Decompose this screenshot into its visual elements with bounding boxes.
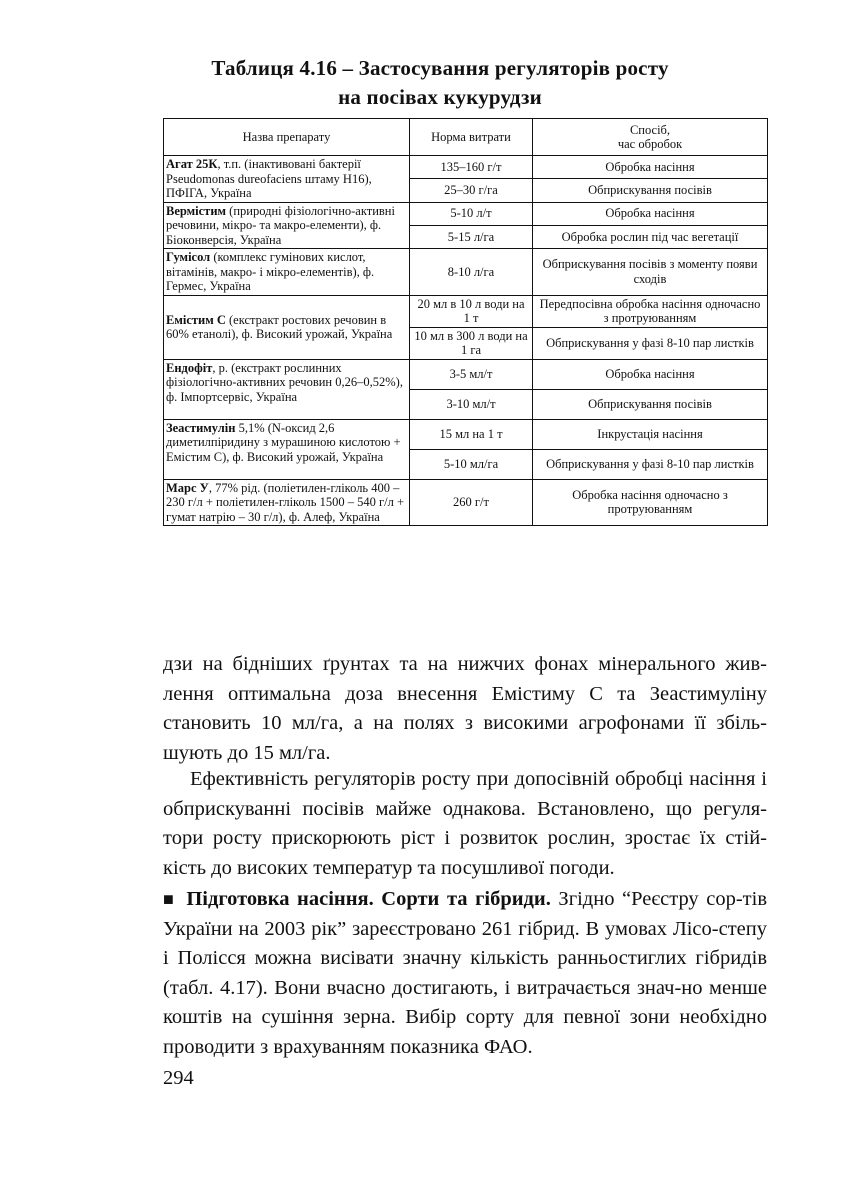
method-cell: Обробка насіння <box>533 202 768 225</box>
product-name: Агат 25К <box>166 157 218 171</box>
product-name-cell <box>164 419 410 479</box>
rate-cell: 25–30 г/га <box>410 179 533 202</box>
square-bullet-icon: ■ <box>163 889 177 909</box>
section-heading: Підготовка насіння. Сорти та гібриди. <box>186 888 551 910</box>
product-description: , р. (екстракт рослинних фізіологічно-активних речовин 0,26–0,52%), ф. Імпортсервіс, Україна <box>166 360 403 404</box>
product-description: , 77% рід. (поліетилен-гліколь 400 – 230 г/л + поліетилен-гліколь 1500 – 540 г/л + гумат натрію – 30 г/л), ф. Алеф, Україна <box>166 480 405 524</box>
header-method-line2: час обробок <box>617 137 683 151</box>
product-name: Гумісол <box>166 250 211 264</box>
rate-cell: 3-5 мл/т <box>410 359 533 389</box>
product-name-cell <box>164 202 410 249</box>
product-name-cell <box>164 156 410 203</box>
rate-cell: 10 мл в 300 л води на 1 га <box>410 327 533 359</box>
rate-cell: 135–160 г/т <box>410 156 533 179</box>
paragraph-text: дзи на бідніших ґрунтах та на нижчих фонах мінерального жив-лення оптимальна доза внесення Емістиму С та Зеастимуліну становить 10 мл/га, а на полях з високими агрофонами її збіль-шують до 15 мл/га. <box>163 653 767 764</box>
page-number: 294 <box>163 1067 194 1089</box>
table-title-line2: на посівах кукурудзи <box>338 85 542 109</box>
header-method <box>533 119 768 156</box>
table-row <box>164 419 768 449</box>
paragraph-continuation <box>163 650 767 768</box>
method-cell: Обробка насіння <box>533 156 768 179</box>
paragraph-text: Ефективність регуляторів росту при допосівній обробці насіння і обприскуванні посівів майже однакова. Встановлено, що регуля-тори росту прискорюють ріст і розвиток рослин, зростає їх стій-кість до високих температур та посушливої погоди. <box>163 768 767 879</box>
method-cell: Обробка насіння одночасно з протруюванням <box>533 479 768 526</box>
product-description: (екстракт ростових речовин в 60% етанолі), ф. Високий урожай, Україна <box>166 312 393 341</box>
method-cell: Обприскування у фазі 8-10 пар листків <box>533 327 768 359</box>
header-rate: Норма витрати <box>410 119 533 156</box>
method-cell: Обприскування посівів <box>533 389 768 419</box>
rate-cell: 8-10 л/га <box>410 249 533 296</box>
table-row <box>164 295 768 327</box>
method-cell: Обробка рослин під час вегетації <box>533 225 768 248</box>
table-title-line1: Таблиця 4.16 – Застосування регуляторів росту <box>211 56 669 80</box>
rate-cell: 5-10 мл/га <box>410 449 533 479</box>
product-name-cell <box>164 249 410 296</box>
product-description: , т.п. (інактивовані бактерії Pseudomonas dureofaciens штаму Н16), ПФІГА, Україна <box>166 157 372 200</box>
product-name: Марс У <box>166 480 209 495</box>
paragraph-text: Згідно “Реєстру сор-тів України на 2003 рік” зареєстровано 261 гібрид. В умовах Лісо-степу і Полісся можна висівати значну кількість ранньостиглих гібридів (табл. 4.17). Вони вчасно достигають, і витрачається знач-но менше коштів на сушіння зерна. Вибір сорту для певної зони необхідно проводити з врахуванням показника ФАО. <box>163 888 768 1058</box>
rate-cell: 5-10 л/т <box>410 202 533 225</box>
header-name: Назва препарату <box>164 119 410 156</box>
rate-cell: 3-10 мл/т <box>410 389 533 419</box>
rate-cell: 260 г/т <box>410 479 533 526</box>
method-cell: Інкрустація насіння <box>533 419 768 449</box>
product-name: Вермістим <box>166 203 227 218</box>
method-cell: Обприскування посівів з моменту появи сходів <box>533 249 768 296</box>
table-row <box>164 359 768 389</box>
product-name: Ендофіт <box>166 360 213 375</box>
table-header-row <box>164 119 768 156</box>
product-description: (комплекс гумінових кислот, вітамінів, макро- і мікро-елементів), ф. Гермес, Україна <box>166 250 375 293</box>
method-cell: Обробка насіння <box>533 359 768 389</box>
product-name: Емістим С <box>166 312 226 327</box>
rate-cell: 5-15 л/га <box>410 225 533 248</box>
product-name-cell <box>164 295 410 359</box>
growth-regulators-table <box>163 118 768 526</box>
paragraph-seed-preparation <box>163 885 767 1062</box>
product-name-cell <box>164 359 410 419</box>
method-cell: Обприскування у фазі 8-10 пар листків <box>533 449 768 479</box>
product-name-cell <box>164 479 410 526</box>
header-method-line1: Спосіб, <box>629 122 671 137</box>
method-cell: Передпосівна обробка насіння одночасно з протруюванням <box>533 295 768 327</box>
table-row <box>164 202 768 225</box>
product-description: (природні фізіологічно-активні речовини, мікро- та макро-елементи), ф. Біоконверсія, Україна <box>166 203 395 247</box>
product-description: 5,1% (N-оксид 2,6 диметилпіридину з мурашиною кислотою + Емістим С), ф. Високий урожай, Україна <box>166 420 401 464</box>
table-row <box>164 156 768 179</box>
rate-cell: 15 мл на 1 т <box>410 419 533 449</box>
paragraph-efficiency <box>163 765 767 883</box>
rate-cell: 20 мл в 10 л води на 1 т <box>410 295 533 327</box>
product-name: Зеастимулін <box>166 420 236 435</box>
table-title <box>150 54 730 112</box>
table-row <box>164 249 768 296</box>
method-cell: Обприскування посівів <box>533 179 768 202</box>
table-row <box>164 479 768 526</box>
paragraph-block <box>163 885 767 1062</box>
